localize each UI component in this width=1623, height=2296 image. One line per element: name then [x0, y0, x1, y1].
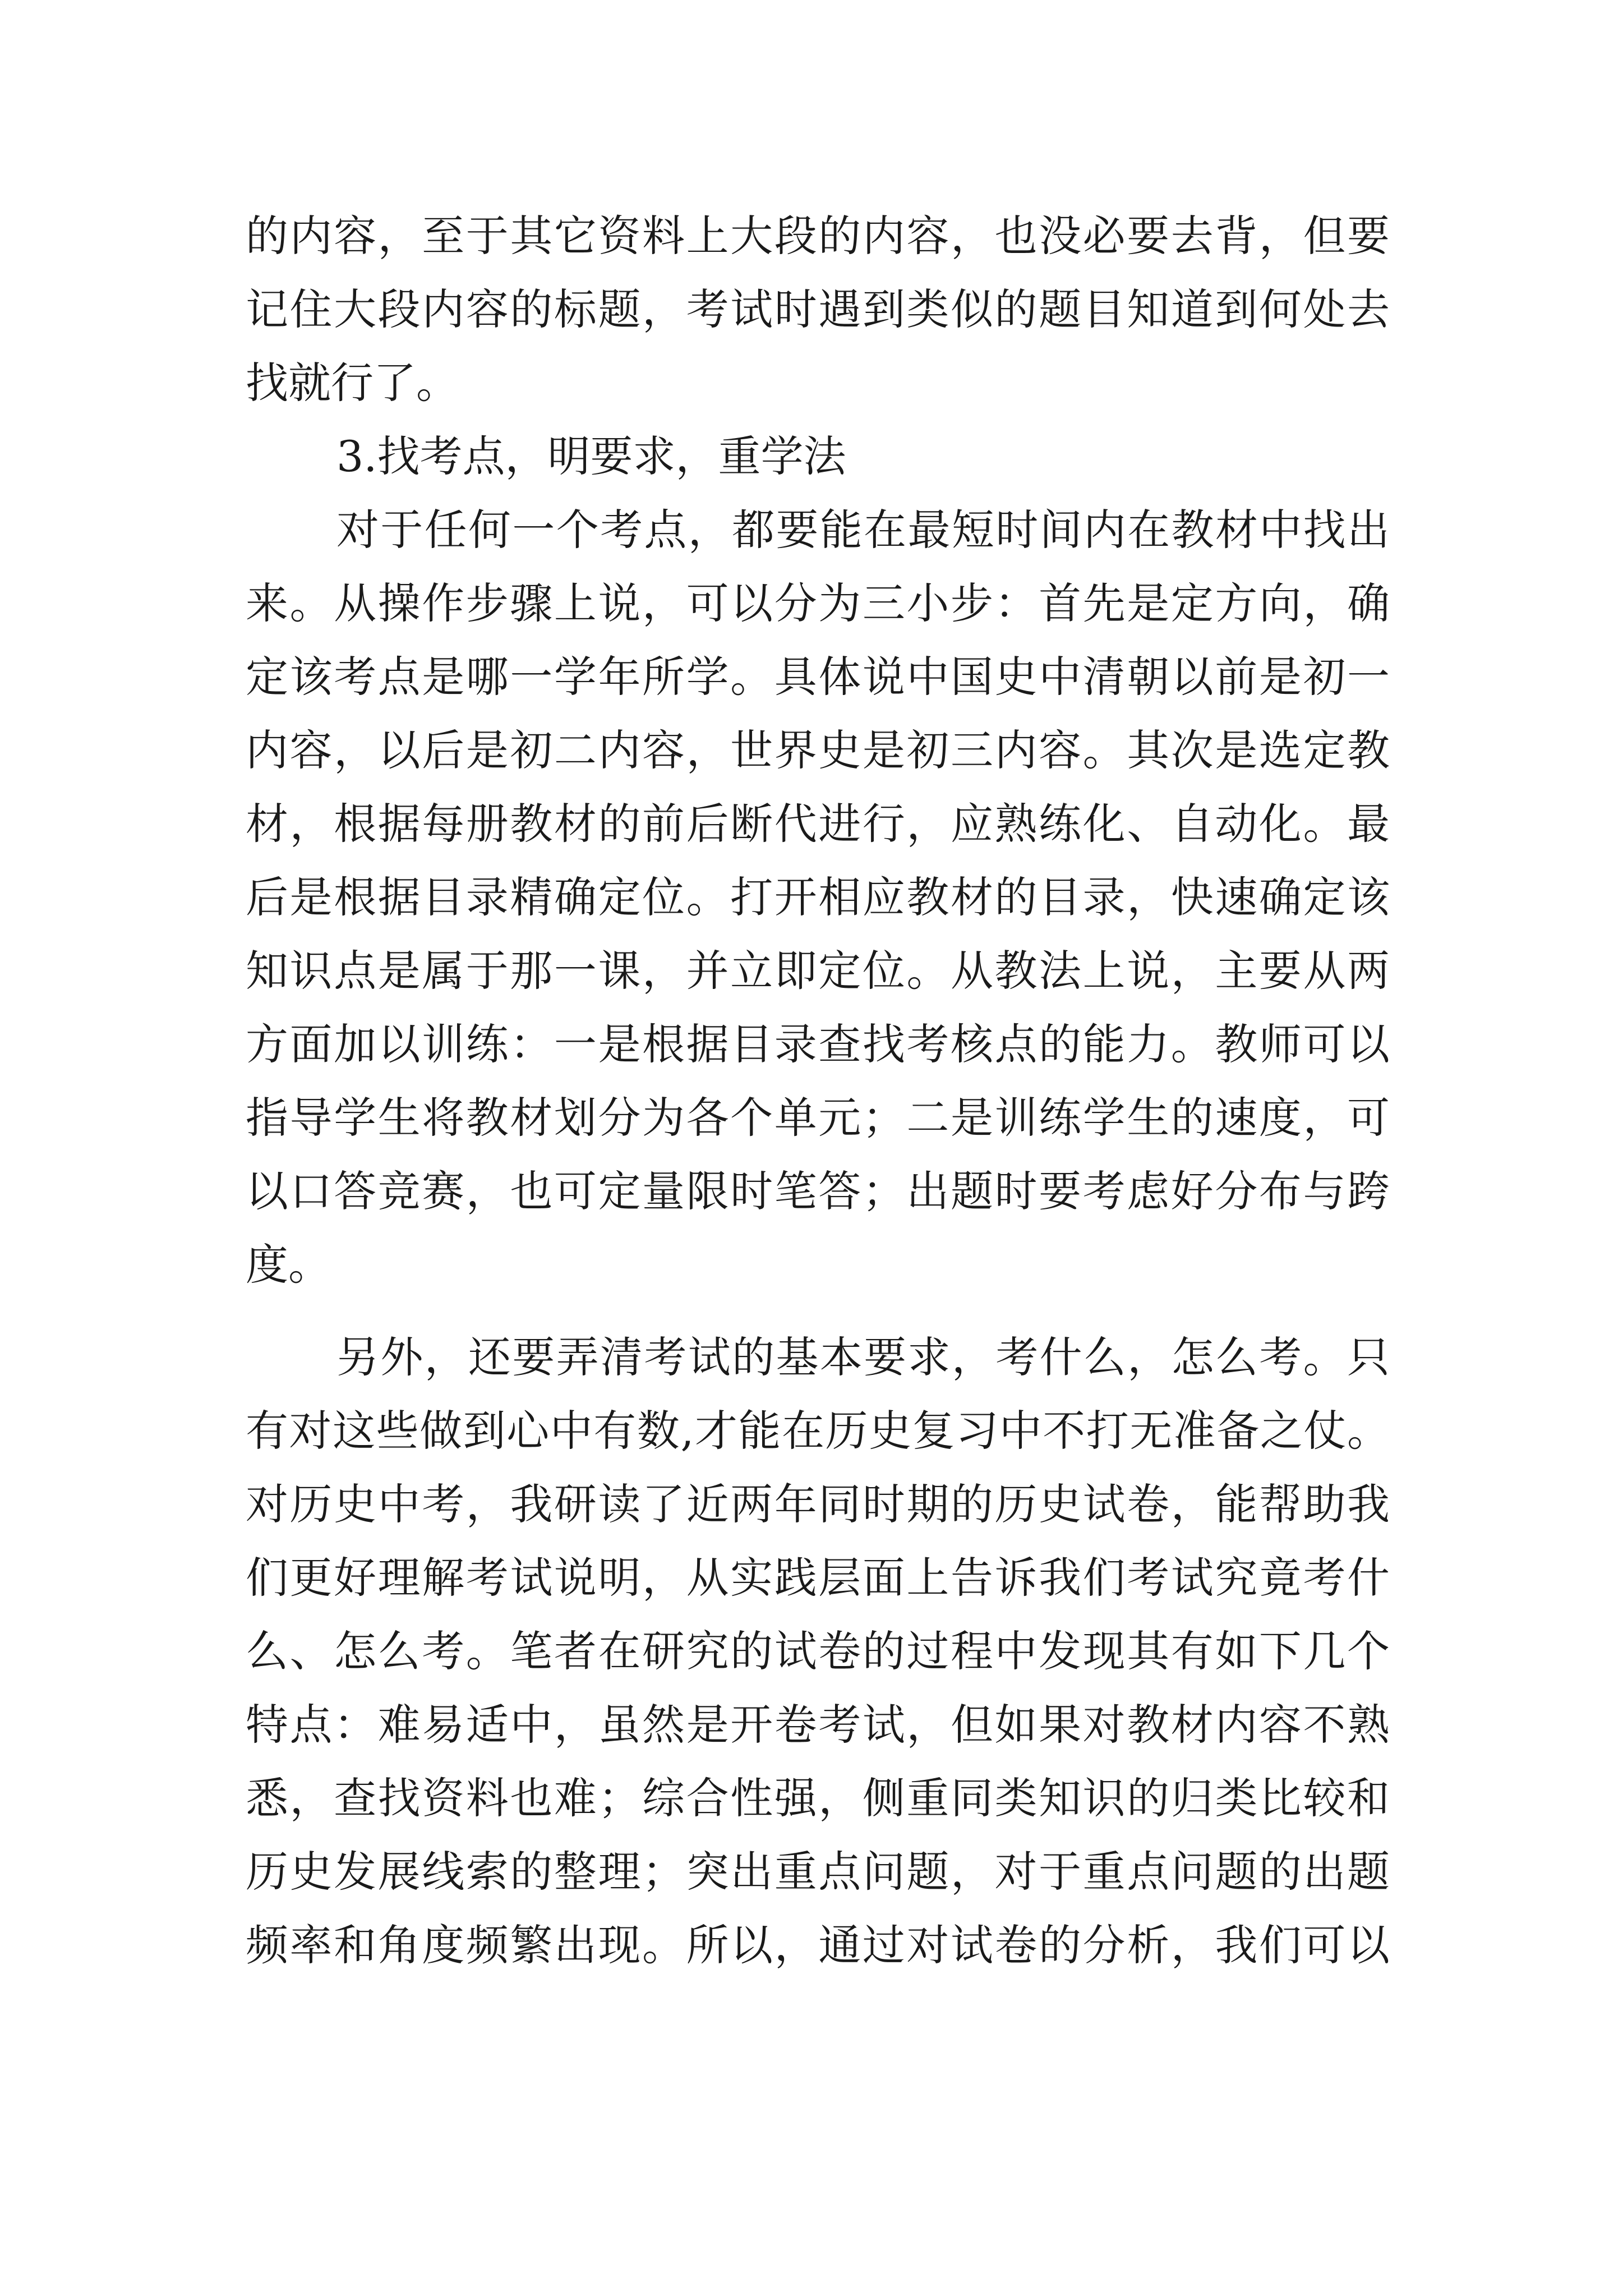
text-line: 对历史中考，我研读了近两年同时期的历史试卷，能帮助我 — [246, 1479, 1390, 1529]
text-line: 特点：难易适中，虽然是开卷考试，但如果对教材内容不熟 — [246, 1700, 1390, 1750]
text-line: 来。从操作步骤上说，可以分为三小步：首先是定方向，确 — [246, 578, 1390, 628]
text-line: 们更好理解考试说明，从实践层面上告诉我们考试究竟考什 — [246, 1553, 1390, 1603]
text-line: 后是根据目录精确定位。打开相应教材的目录，快速确定该 — [246, 872, 1390, 922]
text-line: 悉，查找资料也难；综合性强，侧重同类知识的归类比较和 — [246, 1773, 1390, 1823]
text-line: 指导学生将教材划分为各个单元；二是训练学生的速度，可 — [246, 1093, 1390, 1143]
text-line: 频率和角度频繁出现。所以，通过对试卷的分析，我们可以 — [246, 1920, 1390, 1970]
text-line: 的内容，至于其它资料上大段的内容，也没必要去背，但要 — [246, 211, 1390, 261]
text-line: 以口答竞赛，也可定量限时笔答；出题时要考虑好分布与跨 — [246, 1166, 1390, 1216]
text-line: 另外，还要弄清考试的基本要求，考什么，怎么考。只 — [336, 1332, 1390, 1382]
text-line: 度。 — [246, 1240, 331, 1290]
text-line: 对于任何一个考点，都要能在最短时间内在教材中找出 — [336, 505, 1390, 555]
text-line: 材，根据每册教材的前后断代进行，应熟练化、自动化。最 — [246, 799, 1390, 849]
text-line: 记住大段内容的标题，考试时遇到类似的题目知道到何处去 — [246, 284, 1390, 334]
text-line: 定该考点是哪一学年所学。具体说中国史中清朝以前是初一 — [246, 652, 1390, 702]
text-line: 找就行了。 — [246, 358, 459, 408]
text-line: 么、怎么考。笔者在研究的试卷的过程中发现其有如下几个 — [246, 1626, 1390, 1676]
section-heading: 3.找考点，明要求，重学法 — [336, 431, 846, 481]
document-body — [246, 199, 1390, 1982]
text-line: 历史发展线索的整理；突出重点问题，对于重点问题的出题 — [246, 1847, 1390, 1897]
text-line: 内容，以后是初二内容，世界史是初三内容。其次是选定教 — [246, 725, 1390, 775]
text-line: 有对这些做到心中有数,才能在历史复习中不打无准备之仗。 — [246, 1406, 1390, 1456]
text-line: 方面加以训练：一是根据目录查找考核点的能力。教师可以 — [246, 1019, 1390, 1069]
text-line: 知识点是属于那一课，并立即定位。从教法上说，主要从两 — [246, 946, 1390, 996]
